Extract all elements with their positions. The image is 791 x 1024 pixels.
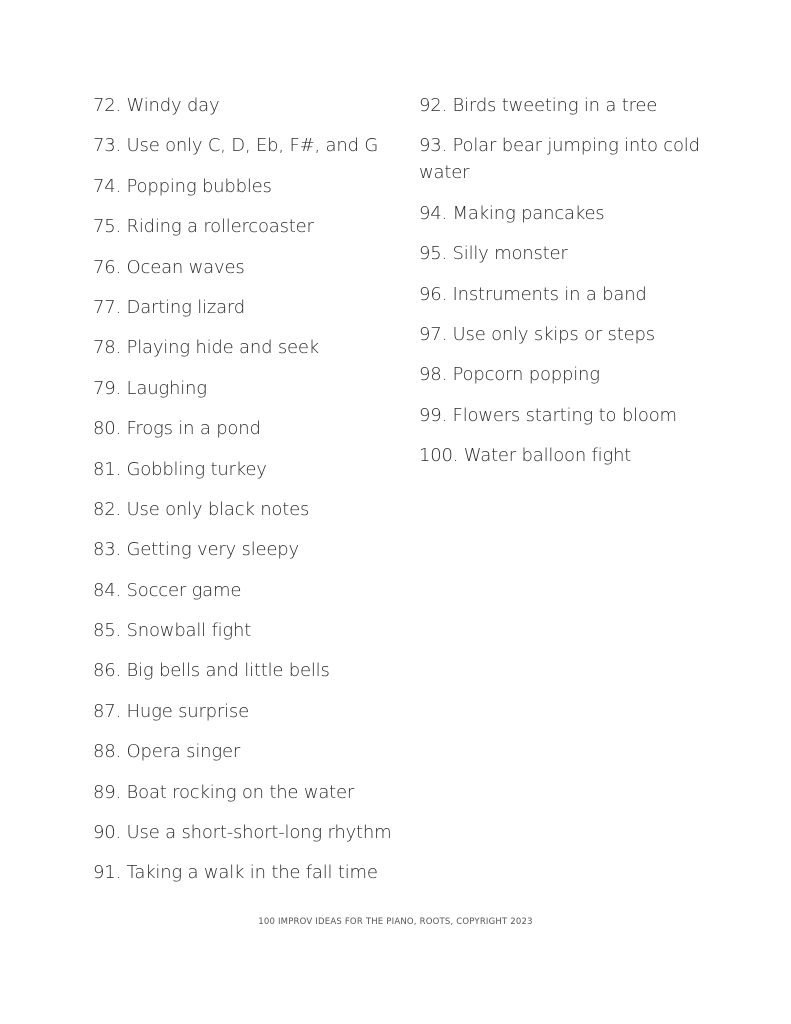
list-item: 93. Polar bear jumping into cold water (419, 135, 700, 184)
list-item: 89. Boat rocking on the water (93, 781, 355, 803)
list-item: 95. Silly monster (419, 243, 568, 265)
list-item: 98. Popcorn popping (419, 364, 600, 386)
list-item: 75. Riding a rollercoaster (93, 216, 314, 238)
list-item: 72. Windy day (93, 95, 220, 116)
list-item: 91. Taking a walk in the fall time (93, 862, 378, 884)
list-item: 100. Water balloon fight (419, 445, 632, 467)
list-item: 88. Opera singer (93, 741, 241, 763)
list-item: 97. Use only skips or steps (419, 323, 655, 345)
list-item: 73. Use only C, D, Eb, F#, and G (93, 135, 379, 157)
list-item: 74. Popping bubbles (93, 175, 272, 197)
list-item: 86. Big bells and little bells (93, 660, 330, 682)
list-item: 82. Use only black notes (93, 498, 310, 520)
list-item: 78. Playing hide and seek (93, 337, 319, 359)
list-item: 83. Getting very sleepy (93, 539, 299, 561)
list-item: 84. Soccer game (93, 579, 242, 601)
list-item: 76. Ocean waves (93, 256, 245, 278)
list-item: 94. Making pancakes (419, 202, 605, 224)
list-item: 92. Birds tweeting in a tree (419, 95, 658, 116)
list-item: 81. Gobbling turkey (93, 458, 267, 480)
list-item: 85. Snowball fight (93, 620, 252, 642)
list-item: 96. Instruments in a band (419, 283, 647, 305)
improv-list-left (93, 92, 403, 900)
list-item: 79. Laughing (93, 377, 207, 399)
list-item: 99. Flowers starting to bloom (419, 404, 677, 426)
list-item: 90. Use a short-short-long rhythm (93, 822, 392, 844)
list-item: 80. Frogs in a pond (93, 418, 261, 440)
list-item: 87. Huge surprise (93, 700, 249, 722)
list-item: 77. Darting lizard (93, 296, 246, 318)
improv-list-right (419, 92, 719, 483)
page-footer: 100 IMPROV IDEAS FOR THE PIANO, ROOTS, COPYRIGHT 2023 (258, 917, 533, 927)
